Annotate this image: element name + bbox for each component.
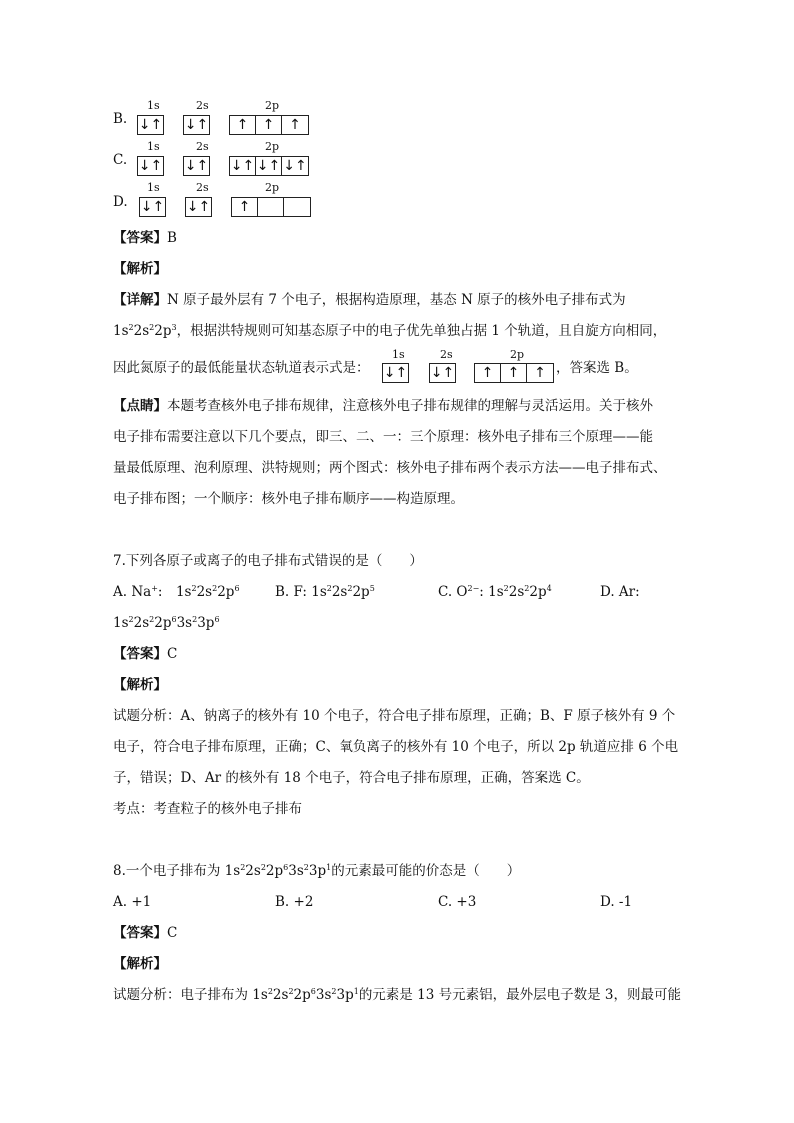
q8-option-c: C. +3 — [438, 894, 477, 910]
cfg-sup: 2 — [524, 584, 530, 593]
detail-line-1 — [113, 290, 626, 310]
q8-option-a: A. +1 — [113, 894, 152, 910]
cfg-sup: 6 — [214, 615, 220, 624]
cfg-sup: 2 — [288, 987, 294, 996]
cfg-sup: 2 — [240, 863, 246, 872]
cfg-part: 1s — [113, 615, 129, 631]
orbital-box-2p — [231, 197, 311, 217]
label-2p: 2p — [265, 181, 280, 194]
q7-option-a — [113, 582, 240, 602]
cfg-part: 2s — [508, 584, 525, 600]
cfg-sup: 1 — [326, 863, 332, 872]
label-2s: 2s — [440, 348, 453, 361]
cfg-part: 2s — [245, 863, 261, 879]
orbital-box-1s — [137, 115, 164, 135]
label-1s: 1s — [147, 140, 160, 153]
cfg-sup: 2 — [331, 987, 337, 996]
cfg-part: 2p — [154, 615, 172, 631]
title-text: 8.一个电子排布为 1s — [113, 863, 241, 879]
cfg-sup: 6 — [310, 987, 316, 996]
label-2s: 2s — [196, 140, 209, 153]
exp-text: 的元素是 13 号元素铝，最外层电子数是 3，则最可能 — [358, 987, 681, 1003]
exp-text: 试题分析：电子排布为 1s — [113, 987, 268, 1003]
tip-line-3: 量最低原理、泡利原理、洪特规则；两个图式：核外电子排布两个表示方法——电子排布式、 — [113, 460, 667, 476]
option-label: C. — [113, 152, 128, 168]
orbital-cell: ↑ — [256, 116, 282, 134]
cfg-part: 3s — [176, 615, 193, 631]
cfg-part: 3s — [315, 987, 332, 1003]
cfg-sup: 3 — [171, 323, 177, 332]
orbital-cell: ↓↑ — [430, 365, 455, 381]
orbital-box-2s — [183, 115, 210, 135]
cfg-sup: 6 — [234, 584, 240, 593]
orbital-cell: ↑ — [534, 365, 546, 381]
opt-text: B. F: 1s — [275, 584, 327, 600]
cfg-part: 2p — [529, 584, 547, 600]
orbital-cell: ↓↑ — [184, 117, 209, 133]
orbital-box-2p — [229, 156, 309, 176]
cfg-part: 2p — [265, 863, 284, 879]
answer-value: C — [167, 925, 178, 941]
orbital-cell: ↓↑ — [184, 158, 209, 174]
cfg-part: 2p — [154, 323, 172, 339]
q7-explanation-1: 试题分析：A、钠离子的核外有 10 个电子，符合电子排布原理，正确；B、F 原子核外有 9 个 — [113, 708, 676, 724]
answer-line — [113, 228, 177, 248]
orbital-cell: ↓↑ — [256, 158, 281, 174]
detail-label: 【详解】 — [113, 292, 167, 308]
cfg-part: 2s — [133, 323, 150, 339]
orbital-cell: ↓↑ — [283, 158, 307, 174]
orbital-box-2s — [185, 197, 212, 217]
q8-answer-line — [113, 923, 177, 943]
label-1s: 1s — [392, 348, 405, 361]
orbital-cell: ↓↑ — [186, 199, 211, 215]
tip-text: 本题考查核外电子排布规律，注意核外电子排布规律的理解与灵活运用。关于核外 — [167, 398, 653, 414]
label-1s: 1s — [147, 99, 160, 112]
detail-line-2 — [113, 321, 666, 341]
cfg-sup: 6 — [171, 615, 177, 624]
detail-line-3-end: ，答案选 B。 — [556, 360, 638, 376]
ion-charge: + — [151, 584, 158, 593]
option-label: D. — [113, 194, 128, 210]
cfg-sup: 2 — [326, 584, 332, 593]
title-text: 的元素最可能的价态是（ ） — [331, 863, 521, 879]
cfg-part: 3p — [336, 987, 354, 1003]
orbital-cell: ↑ — [232, 198, 258, 216]
cfg-sup: 2 — [212, 584, 218, 593]
answer-label: 【答案】 — [113, 230, 167, 246]
label-2p: 2p — [265, 140, 280, 153]
cfg-sup: 2 — [503, 584, 509, 593]
orbital-box-2s — [183, 156, 210, 176]
cfg-sup: 2 — [347, 584, 353, 593]
opt-text: C. O — [438, 584, 468, 600]
cfg-sup: 2 — [192, 615, 198, 624]
cfg-sup: 2 — [267, 987, 273, 996]
label-2s: 2s — [196, 181, 209, 194]
tip-line-1 — [113, 396, 653, 416]
cfg-sup: 2 — [128, 615, 134, 624]
cfg-part: 3p — [197, 615, 215, 631]
cfg-part: 2p — [352, 584, 370, 600]
detail-text: N 原子最外层有 7 个电子，根据构造原理，基态 N 原子的核外电子排布式为 — [167, 292, 626, 308]
cfg-sup: 2 — [303, 863, 309, 872]
q7-option-d: D. Ar: — [600, 584, 640, 600]
option-label: B. — [113, 111, 128, 127]
label-1s: 1s — [147, 181, 160, 194]
q7-analysis-label: 【解析】 — [113, 677, 167, 693]
cfg-part: 2s — [133, 615, 150, 631]
orbital-box-1s — [137, 156, 164, 176]
cfg-part: 2s — [272, 987, 289, 1003]
cfg-part: 3p — [308, 863, 327, 879]
answer-value: C — [167, 646, 178, 662]
q7-explanation-3: 子，错误；D、Ar 的核外有 18 个电子，符合电子排布原理，正确，答案选 C。 — [113, 770, 590, 786]
q7-option-d-cfg — [113, 613, 220, 633]
answer-label: 【答案】 — [113, 646, 167, 662]
cfg-sup: 2 — [128, 323, 134, 332]
cfg-part: 2p — [293, 987, 311, 1003]
cfg-sup: 2 — [260, 863, 266, 872]
opt-text: A. Na — [113, 584, 152, 600]
ion-charge: 2− — [467, 584, 480, 593]
orbital-box-2p — [474, 363, 554, 383]
question-7-title: 7.下列各原子或离子的电子排布式错误的是（ ） — [113, 553, 423, 569]
label-2p: 2p — [265, 99, 280, 112]
orbital-box-2p — [229, 115, 309, 135]
orbital-cell: ↓↑ — [138, 158, 163, 174]
answer-label: 【答案】 — [113, 925, 167, 941]
label-2s: 2s — [196, 99, 209, 112]
orbital-cell: ↑ — [230, 116, 256, 134]
detail-text: ，根据洪特规则可知基态原子中的电子优先单独占据 1 个轨道，且自旋方向相同， — [176, 323, 667, 339]
q7-answer-line — [113, 644, 177, 664]
tip-line-4: 电子排布图；一个顺序：核外电子排布顺序——构造原理。 — [113, 491, 464, 507]
cfg-sup: 6 — [283, 863, 289, 872]
orbital-cell: ↑ — [289, 117, 301, 133]
cfg-sup: 1 — [353, 987, 359, 996]
orbital-cell — [284, 198, 310, 216]
orbital-box-1s — [139, 197, 166, 217]
cfg-part: : 1s — [479, 584, 504, 600]
q7-option-b — [275, 582, 375, 602]
cfg-part: 2s — [331, 584, 348, 600]
cfg-sup: 5 — [369, 584, 375, 593]
cfg-part: : 1s — [157, 584, 192, 600]
detail-line-3: 因此氮原子的最低能量状态轨道表示式是： — [113, 360, 370, 376]
q8-option-d: D. -1 — [600, 894, 633, 910]
orbital-cell: ↓↑ — [383, 365, 408, 381]
q8-analysis-label: 【解析】 — [113, 956, 167, 972]
analysis-label: 【解析】 — [113, 261, 167, 277]
label-2p: 2p — [510, 348, 525, 361]
cfg-sup: 2 — [149, 323, 155, 332]
orbital-box-2s — [429, 363, 456, 383]
cfg-sup: 2 — [191, 584, 197, 593]
orbital-cell — [258, 198, 284, 216]
tip-label: 【点睛】 — [113, 398, 167, 414]
orbital-cell: ↓↑ — [138, 117, 163, 133]
answer-value: B — [167, 230, 177, 246]
q7-explanation-2: 电子，符合电子排布原理，正确；C、氧负离子的核外有 10 个电子，所以 2p 轨道应排 6 个电 — [113, 739, 679, 755]
q8-explanation-1 — [113, 985, 681, 1005]
cfg-sup: 4 — [546, 584, 552, 593]
orbital-cell: ↑ — [501, 364, 527, 382]
orbital-cell: ↑ — [475, 364, 501, 382]
q7-point: 考点：考查粒子的核外电子排布 — [113, 801, 302, 817]
q7-option-c — [438, 582, 552, 602]
q8-option-b: B. +2 — [275, 894, 314, 910]
cfg-part: 3s — [288, 863, 304, 879]
cfg-part: 2s — [196, 584, 213, 600]
orbital-cell: ↓↑ — [230, 158, 255, 174]
cfg-part: 2p — [217, 584, 235, 600]
question-8-title — [113, 861, 520, 881]
orbital-cell: ↓↑ — [140, 199, 165, 215]
orbital-box-1s — [382, 363, 409, 383]
cfg-sup: 2 — [149, 615, 155, 624]
cfg-part: 1s — [113, 323, 129, 339]
tip-line-2: 电子排布需要注意以下几个要点，即三、二、一：三个原理：核外电子排布三个原理——能 — [113, 429, 653, 445]
